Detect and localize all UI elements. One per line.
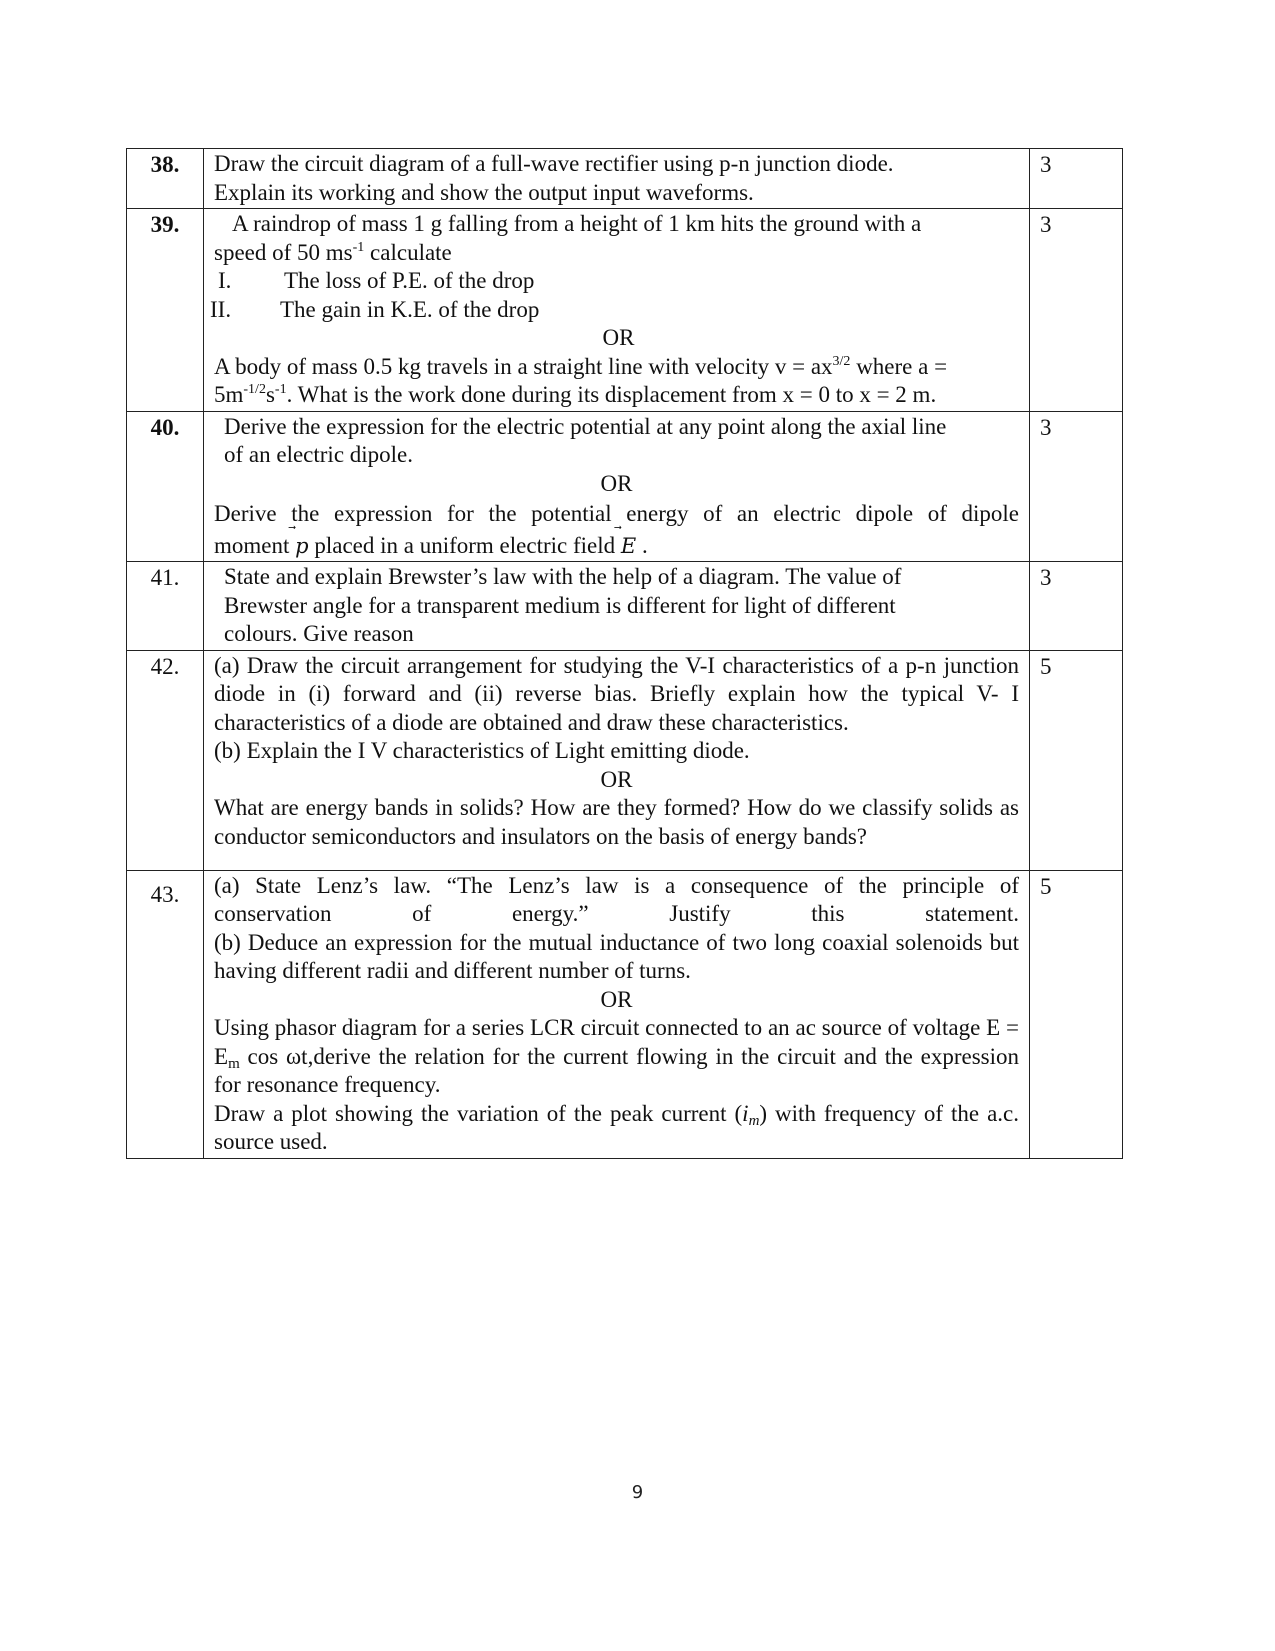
question-row-43	[127, 870, 1123, 1158]
question-alternative	[214, 1100, 1019, 1157]
question-line: of an electric dipole.	[224, 442, 414, 467]
question-text	[204, 149, 1030, 209]
roman-label-wrap	[210, 296, 280, 325]
question-marks: 5	[1030, 870, 1123, 1158]
question-line: State and explain Brewster’s law with the help of a diagram. The value of	[224, 564, 902, 589]
text-fragment: Using phasor diagram for a series LCR circuit connected to an ac source of voltage E = E	[214, 1015, 1019, 1069]
question-alternative	[214, 1014, 1019, 1100]
question-line: colours. Give reason	[224, 621, 414, 646]
text-fragment: Draw a plot showing the variation of the peak current (	[214, 1100, 743, 1126]
text-fragment: calculate	[364, 239, 452, 265]
text-fragment: A body of mass 0.5 kg travels in a straight line with velocity v = ax	[214, 353, 833, 379]
question-part-b: (b) Deduce an expression for the mutual inductance of two long coaxial solenoids but having different radii and different number of turns.	[214, 929, 1019, 983]
question-line: Draw the circuit diagram of a full-wave rectifier using p-n junction diode.	[214, 151, 894, 176]
question-number: 38.	[127, 149, 204, 209]
page-number: 9	[631, 1482, 644, 1503]
question-line	[214, 532, 1019, 561]
question-number: 42.	[127, 650, 204, 870]
vector-symbol: p	[295, 533, 309, 558]
roman-label: I.	[218, 268, 232, 293]
question-table	[126, 148, 1123, 1159]
question-part-b: (b) Explain the I V characteristics of Light emitting diode.	[214, 738, 750, 763]
or-separator: OR	[600, 986, 633, 1012]
question-alternative: What are energy bands in solids? How are they formed? How do we classify solids as conductor semiconductors and insulators on the basis of energy bands?	[214, 795, 1019, 849]
text-fragment: ) with frequency of the a.c. source used.	[214, 1100, 1019, 1154]
question-marks: 3	[1030, 209, 1123, 412]
question-text	[204, 411, 1030, 562]
text-fragment: .	[636, 532, 648, 558]
or-separator: OR	[600, 766, 633, 792]
text-fragment: cos ωt,derive the relation for the current flowing in the circuit and the expression for resonance frequency.	[214, 1043, 1019, 1097]
text-fragment: 5m	[214, 382, 244, 407]
superscript: 3/2	[832, 353, 851, 369]
or-separator: OR	[602, 325, 635, 350]
sub-question-text: The gain in K.E. of the drop	[280, 296, 540, 322]
question-text	[204, 562, 1030, 651]
question-line: Brewster angle for a transparent medium is different for light of different	[224, 592, 896, 618]
roman-label-wrap	[214, 267, 284, 296]
question-line: A raindrop of mass 1 g falling from a height of 1 km hits the ground with a	[232, 211, 922, 236]
question-number: 41.	[127, 562, 204, 651]
text-fragment: . What is the work done during its displacement from x = 0 to x = 2 m.	[286, 382, 937, 407]
question-row-41	[127, 562, 1123, 651]
subscript: m	[748, 1112, 760, 1129]
question-text	[204, 209, 1030, 412]
question-line	[214, 381, 1019, 410]
subscript: m	[228, 1055, 240, 1072]
question-number: 43.	[127, 870, 204, 1158]
question-line: conservation of energy.” Justify this statement.	[214, 901, 1019, 926]
electric-field-vector	[621, 532, 636, 561]
or-separator: OR	[600, 470, 633, 496]
question-row-40	[127, 411, 1123, 562]
question-row-38	[127, 149, 1123, 209]
question-line	[214, 239, 1019, 268]
question-marks: 5	[1030, 650, 1123, 870]
question-part-a: (a) Draw the circuit arrangement for studying the V-I characteristics of a p-n junction diode in (i) forward and (ii) reverse bias. Briefly explain how the typical V- I characteristics of a diode are obtained and draw these characteristics.	[214, 652, 1019, 735]
sub-question-text: The loss of P.E. of the drop	[284, 268, 535, 293]
question-text	[204, 650, 1030, 870]
question-line: Explain its working and show the output input waveforms.	[214, 179, 754, 205]
superscript: -1	[352, 239, 365, 255]
text-fragment: where a =	[850, 353, 948, 379]
question-line: Derive the expression for the electric potential at any point along the axial line	[224, 413, 947, 439]
question-marks: 3	[1030, 149, 1123, 209]
question-line: (a) State Lenz’s law. “The Lenz’s law is a consequence of the principle of	[214, 872, 1019, 898]
question-row-42	[127, 650, 1123, 870]
question-line: Derive the expression for the potential energy of an electric dipole of dipole	[214, 501, 1019, 526]
sub-question-2	[210, 296, 1019, 325]
text-fragment: placed in a uniform electric field	[308, 532, 621, 558]
text-fragment: s	[265, 382, 275, 407]
dipole-moment-vector	[295, 532, 308, 561]
question-number: 40.	[127, 411, 204, 562]
sub-question-1	[214, 267, 1019, 296]
superscript: -1	[274, 382, 287, 397]
text-fragment: moment	[214, 532, 296, 558]
question-row-39	[127, 209, 1123, 412]
superscript: -1/2	[243, 382, 266, 397]
question-marks: 3	[1030, 562, 1123, 651]
question-line	[214, 353, 1019, 382]
roman-label: II.	[210, 296, 232, 322]
vector-symbol: E	[620, 533, 637, 558]
question-marks: 3	[1030, 411, 1123, 562]
text-fragment: i	[742, 1100, 749, 1126]
question-number: 39.	[127, 209, 204, 412]
text-fragment: speed of 50 ms	[214, 239, 353, 265]
question-text	[204, 870, 1030, 1158]
